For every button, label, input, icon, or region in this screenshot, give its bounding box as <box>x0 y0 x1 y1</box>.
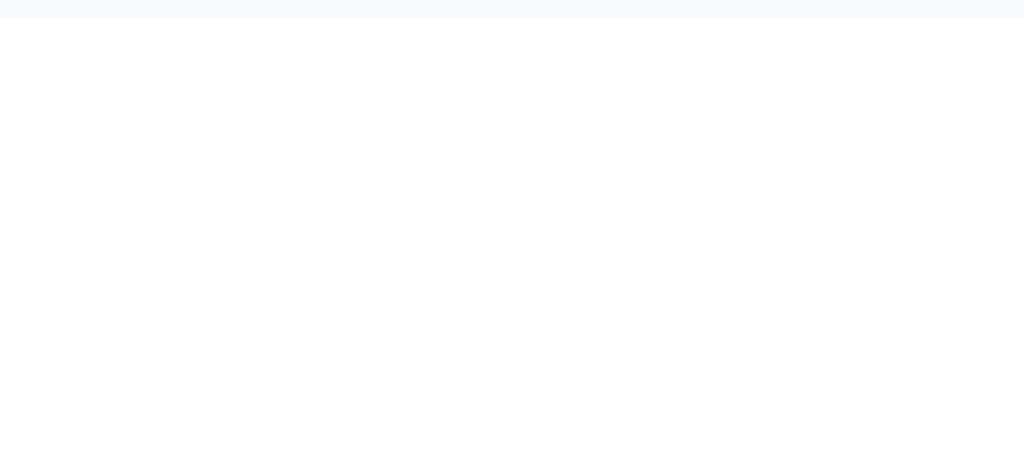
column-header-bar <box>0 0 1024 18</box>
